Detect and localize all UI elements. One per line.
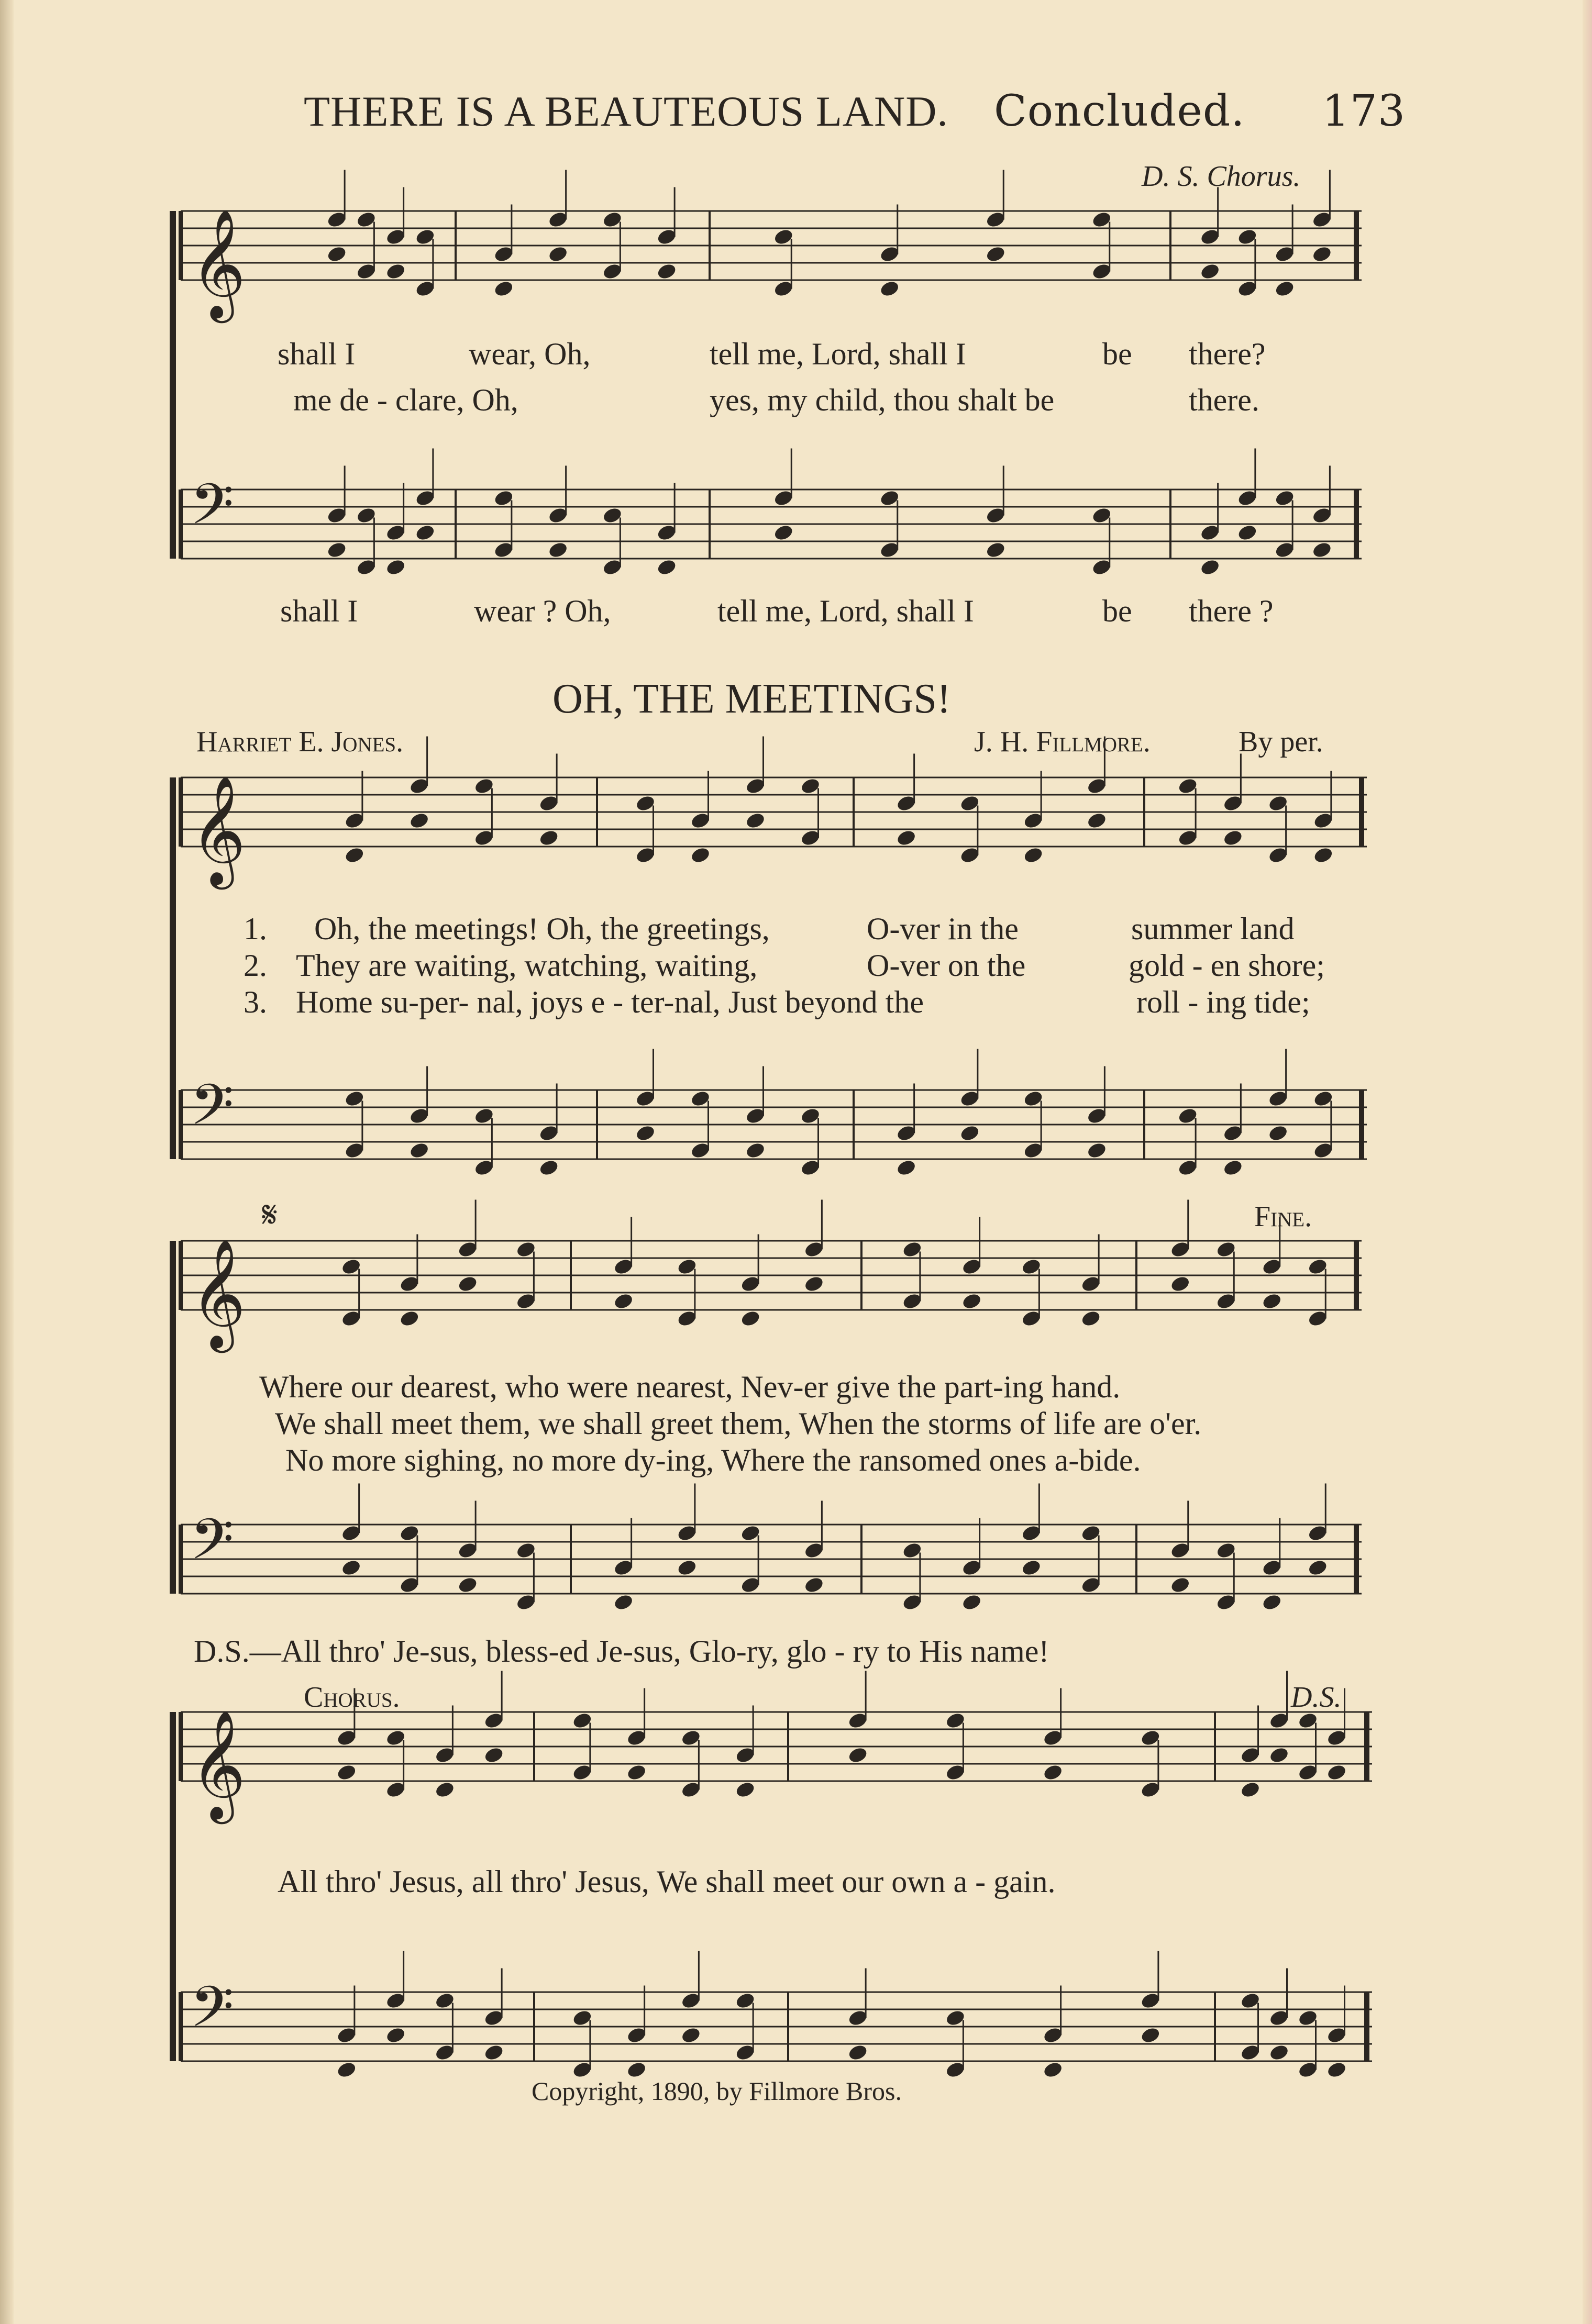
verse2-text-a: They are waiting, watching, waiting,: [296, 948, 758, 983]
notehead: [635, 1124, 656, 1142]
treble-clef-icon: 𝄞: [190, 1710, 246, 1819]
notehead: [483, 1745, 505, 1764]
notehead: [740, 1309, 761, 1328]
notehead: [493, 279, 514, 298]
notehead: [1222, 828, 1244, 847]
notehead: [1222, 1158, 1244, 1177]
notehead: [613, 1593, 634, 1611]
notehead: [457, 1575, 479, 1594]
segno-sign: 𝄋: [262, 1195, 278, 1236]
notehead: [1261, 1292, 1283, 1310]
notehead: [385, 262, 406, 281]
notehead: [656, 558, 678, 576]
hymn-composer: J. H. Fillmore.: [974, 726, 1151, 758]
notehead: [879, 279, 900, 298]
verse2-number: 2.: [244, 948, 267, 983]
chorus-label: Chorus.: [304, 1681, 400, 1714]
notehead: [745, 811, 766, 830]
notehead: [1261, 1593, 1283, 1611]
lyric-s1-l2-a: me de - clare, Oh,: [293, 383, 518, 417]
hymn-title: OH, THE MEETINGS!: [552, 676, 951, 722]
notehead: [336, 2060, 357, 2079]
notehead: [336, 1763, 357, 1782]
bass-clef-icon: 𝄢: [190, 1072, 234, 1151]
notehead: [1236, 523, 1258, 542]
notehead: [547, 244, 569, 263]
notehead: [985, 540, 1007, 559]
notehead: [1311, 244, 1333, 263]
fine-marking: Fine.: [1254, 1200, 1312, 1233]
notehead: [344, 846, 365, 864]
notehead: [803, 1575, 825, 1594]
bass-lyric-e: there ?: [1189, 594, 1274, 628]
notehead: [961, 1292, 982, 1310]
lyric-s1-l1-e: there?: [1189, 337, 1266, 371]
notehead: [399, 1309, 420, 1328]
hymn-author: Harriet E. Jones.: [196, 726, 404, 758]
hymn-title-header: THERE IS A BEAUTEOUS LAND.: [304, 87, 948, 135]
notehead: [895, 1158, 917, 1177]
notehead: [1080, 1309, 1102, 1328]
concluded-label: Concluded.: [994, 86, 1245, 136]
notehead: [483, 2043, 505, 2062]
verse3-text-a: Home su-per- nal, joys e - ter-nal, Just beyond the: [296, 985, 924, 1019]
chorus-lyric: All thro' Jesus, all thro' Jesus, We shall meet our own a - gain.: [278, 1864, 1056, 1899]
notehead: [1169, 1274, 1191, 1293]
notehead: [1086, 1141, 1108, 1160]
notehead: [414, 523, 436, 542]
notehead: [385, 558, 406, 576]
bass-clef-icon: 𝄢: [190, 471, 234, 551]
notehead: [538, 1158, 560, 1177]
notehead: [680, 2026, 702, 2044]
notehead: [1326, 1763, 1347, 1782]
verse2-text-c: gold - en shore;: [1129, 948, 1325, 983]
bass-clef-icon: 𝄢: [190, 1974, 234, 2053]
notehead: [985, 244, 1007, 263]
treble-clef-icon: 𝄞: [190, 1239, 246, 1348]
verse1-number: 1.: [244, 911, 267, 946]
verse1-text-b: O-ver in the: [867, 911, 1019, 946]
copyright-notice: Copyright, 1890, by Fillmore Bros.: [532, 2076, 902, 2106]
notehead: [676, 1558, 698, 1577]
treble-clef-icon: 𝄞: [190, 775, 246, 885]
notehead: [1326, 2060, 1347, 2079]
notehead: [1307, 1558, 1329, 1577]
ds-mark: D.S.: [1291, 1681, 1342, 1714]
ds-line: D.S.—All thro' Je-sus, bless-ed Je-sus, Glo-ry, glo - ry to His name!: [194, 1634, 1049, 1669]
bass-lyric-c: tell me, Lord, shall I: [717, 594, 974, 628]
notehead: [1312, 846, 1334, 864]
notehead: [1274, 279, 1296, 298]
notehead: [961, 1593, 982, 1611]
notehead: [1042, 1763, 1064, 1782]
notehead: [457, 1274, 479, 1293]
bass-lyric-a: shall I: [280, 594, 358, 628]
notehead: [1140, 2026, 1161, 2044]
bass-lyric-b: wear ? Oh,: [474, 594, 611, 628]
verse1-text-a: Oh, the meetings! Oh, the greetings,: [314, 911, 770, 946]
verse1-text-c: summer land: [1131, 911, 1295, 946]
verse2-text-b: O-ver on the: [867, 948, 1026, 983]
notehead: [1267, 1124, 1289, 1142]
notehead: [326, 244, 348, 263]
notehead: [847, 2043, 869, 2062]
notehead: [326, 540, 348, 559]
notehead: [803, 1274, 825, 1293]
notehead: [613, 1292, 634, 1310]
verse3-number: 3.: [244, 985, 267, 1019]
notehead: [1023, 846, 1044, 864]
lyric-s1-l1-d: be: [1102, 337, 1132, 371]
notehead: [1021, 1558, 1042, 1577]
notehead: [1311, 540, 1333, 559]
notehead: [656, 262, 678, 281]
page-number: 173: [1322, 86, 1406, 136]
notehead: [340, 1558, 362, 1577]
notehead: [626, 1763, 647, 1782]
bass-lyric-d: be: [1102, 594, 1132, 628]
lyric-s1-l1-c: tell me, Lord, shall I: [710, 337, 966, 371]
notehead: [847, 1745, 869, 1764]
verse2-refrain-text: We shall meet them, we shall greet them, When the storms of life are o'er.: [275, 1406, 1202, 1441]
notehead: [1042, 2060, 1064, 2079]
notehead: [773, 523, 794, 542]
lyric-s1-l2-c: there.: [1189, 383, 1259, 417]
notehead: [1240, 1780, 1261, 1799]
notehead: [1199, 262, 1221, 281]
notehead: [745, 1141, 766, 1160]
notehead: [959, 1124, 980, 1142]
permission-note: By per.: [1239, 726, 1323, 758]
notehead: [408, 1141, 430, 1160]
notehead: [1086, 811, 1108, 830]
verse3-refrain-text: No more sighing, no more dy-ing, Where the ransomed ones a-bide.: [285, 1443, 1141, 1477]
lyric-s1-l2-b: yes, my child, thou shalt be: [710, 383, 1055, 417]
notehead: [735, 1780, 756, 1799]
notehead: [690, 846, 711, 864]
treble-clef-icon: 𝄞: [190, 209, 246, 318]
notehead: [547, 540, 569, 559]
notehead: [1268, 1745, 1290, 1764]
lyric-s1-l1-a: shall I: [278, 337, 356, 371]
notehead: [538, 828, 560, 847]
notehead: [1199, 558, 1221, 576]
notehead: [1268, 2043, 1290, 2062]
bass-clef-icon: 𝄢: [190, 1506, 234, 1586]
verse3-text-c: roll - ing tide;: [1136, 985, 1310, 1019]
ds-chorus-marking: D. S. Chorus.: [1142, 160, 1301, 193]
notehead: [1169, 1575, 1191, 1594]
notehead: [434, 1780, 456, 1799]
notehead: [408, 811, 430, 830]
notehead: [895, 828, 917, 847]
notehead: [385, 2026, 406, 2044]
verse1-refrain-text: Where our dearest, who were nearest, Nev-er give the part-ing hand.: [259, 1370, 1121, 1404]
lyric-s1-l1-b: wear, Oh,: [469, 337, 591, 371]
